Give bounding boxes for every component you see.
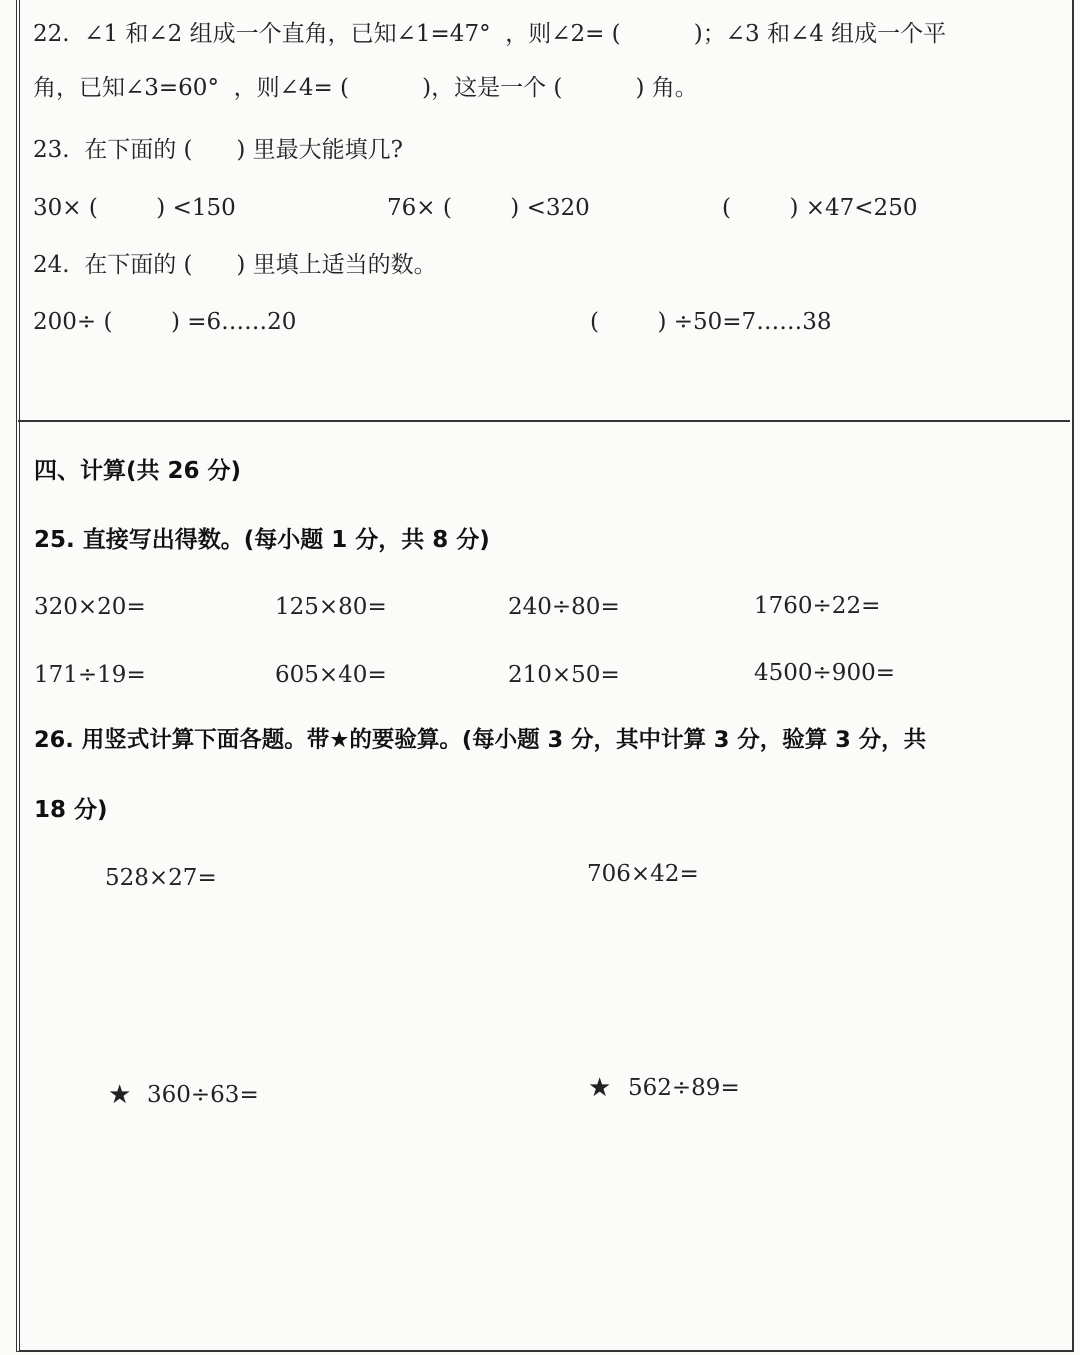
q25-item: 320×20= — [34, 594, 146, 620]
star-icon: ★ — [108, 1080, 132, 1110]
q25-item: 605×40= — [275, 662, 387, 688]
section-4-title: 四、计算(共 26 分) — [34, 458, 242, 484]
question-22-line2: 角，已知∠3=60° ，则∠4= ( )，这是一个 ( ) 角。 — [33, 75, 698, 101]
q25-item: 1760÷22= — [754, 593, 881, 619]
question-23-item: ( ) ×47<250 — [722, 195, 918, 221]
question-23-item: 76× ( ) <320 — [387, 195, 590, 221]
question-23-item: 30× ( ) <150 — [33, 195, 236, 221]
question-24-title: 24. 在下面的 ( ) 里填上适当的数。 — [33, 252, 437, 278]
q25-item: 210×50= — [508, 662, 620, 688]
question-22-line1: 22. ∠1 和∠2 组成一个直角，已知∠1=47° ，则∠2= ( )；∠3 和∠4 组成一个平 — [33, 21, 947, 47]
question-23-title: 23. 在下面的 ( ) 里最大能填几? — [33, 137, 403, 163]
question-26-title: 26. 用竖式计算下面各题。带★的要验算。(每小题 3 分，其中计算 3 分，验算 3 分，共 — [34, 727, 927, 753]
q26-item: 562÷89= — [628, 1075, 740, 1101]
section-divider — [18, 420, 1070, 422]
q26-item: 528×27= — [105, 865, 217, 891]
star-icon: ★ — [588, 1073, 612, 1103]
question-24-item: ( ) ÷50=7……38 — [590, 309, 832, 335]
q26-item: 706×42= — [587, 861, 699, 887]
q25-item: 240÷80= — [508, 594, 620, 620]
question-25-title: 25. 直接写出得数。(每小题 1 分，共 8 分) — [34, 527, 490, 553]
q26-item: 360÷63= — [147, 1082, 259, 1108]
q25-item: 4500÷900= — [754, 660, 895, 686]
q25-item: 125×80= — [275, 594, 387, 620]
q25-item: 171÷19= — [34, 662, 146, 688]
question-24-item: 200÷ ( ) =6……20 — [33, 309, 297, 335]
question-26-title-cont: 18 分) — [34, 797, 108, 823]
